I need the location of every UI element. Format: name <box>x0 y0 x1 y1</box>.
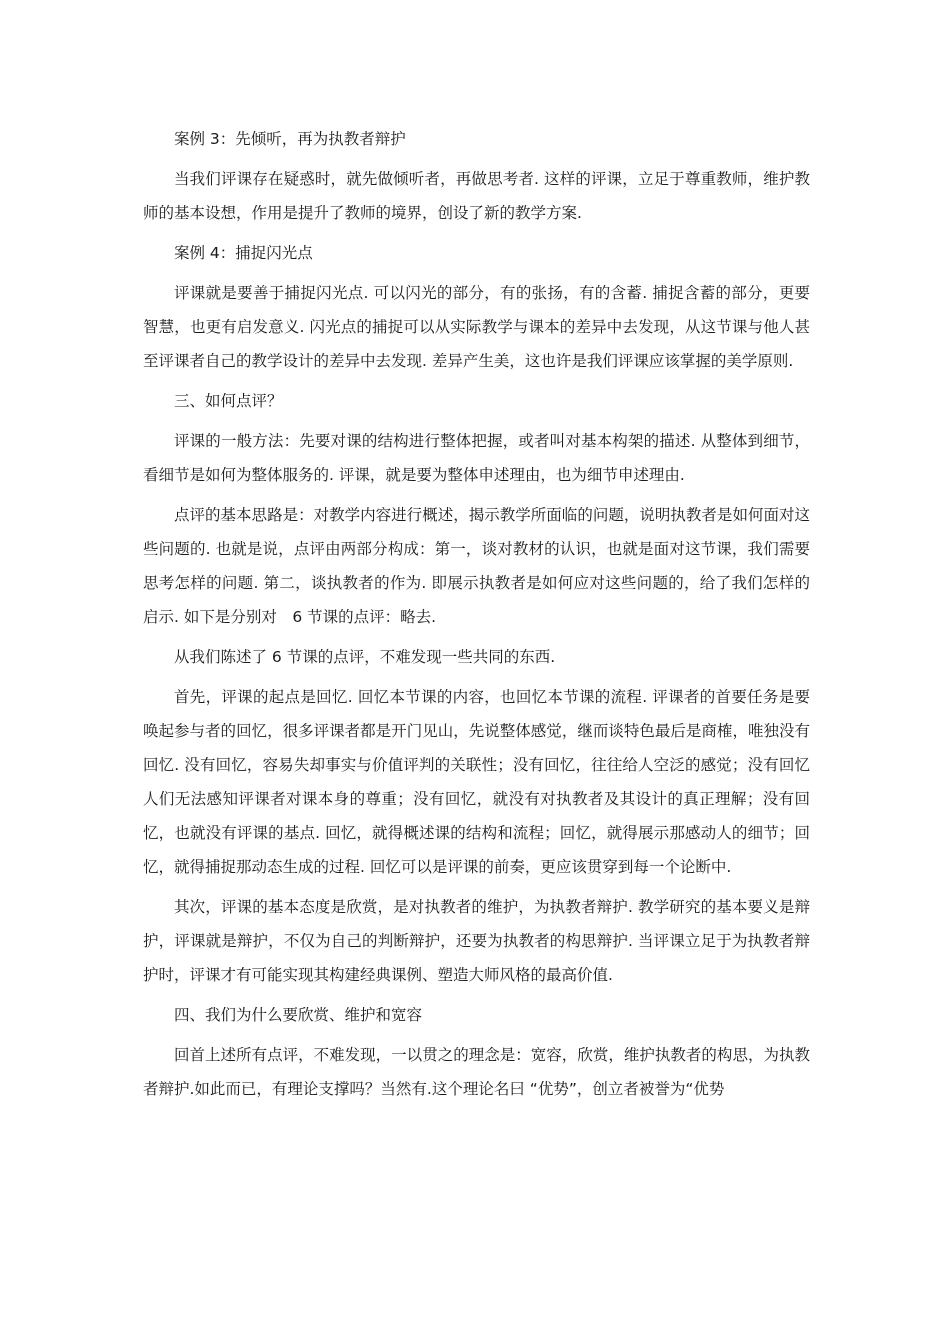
case-4-heading: 案例 4：捕捉闪光点 <box>174 244 313 262</box>
basic-approach-paragraph: 点评的基本思路是：对教学内容进行概述，揭示教学所面临的问题，说明执教者是如何面对这些问题的. 也就是说，点评由两部分构成：第一，谈对教材的认识，也就是面对这节课，我们需要思考怎样的问题. 第二，谈执教者的作为. 即展示执教者是如何应对这些问题的，给了我们怎样的启示. 如下是分别对 6 节课的点评：略去. <box>143 506 810 626</box>
review-paragraph: 回首上述所有点评，不难发现，一以贯之的理念是：宽容，欣赏，维护执教者的构思，为执教者辩护.如此而已，有理论支撑吗？当然有.这个理论名曰 “优势”，创立者被誉为“优势 <box>143 1046 810 1098</box>
document-body <box>143 122 810 1112</box>
appreciation-paragraph: 其次，评课的基本态度是欣赏，是对执教者的维护，为执教者辩护. 教学研究的基本要义是辩护，评课就是辩护，不仅为自己的判断辩护，还要为执教者的构思辩护. 当评课立足于为执教者辩护时，评课才有可能实现其构建经典课例、塑造大师风格的最高价值. <box>143 898 810 984</box>
case-4-paragraph: 评课就是要善于捕捉闪光点. 可以闪光的部分，有的张扬，有的含蓄. 捕捉含蓄的部分，更要智慧，也更有启发意义. 闪光点的捕捉可以从实际教学与课本的差异中去发现，从这节课与他人甚至评课者自己的教学设计的差异中去发现. 差异产生美，这也许是我们评课应该掌握的美学原则. <box>143 284 810 370</box>
general-method-paragraph: 评课的一般方法：先要对课的结构进行整体把握，或者叫对基本构架的描述. 从整体到细节，看细节是如何为整体服务的. 评课，就是要为整体申述理由，也为细节申述理由. <box>143 432 810 484</box>
section-4-heading: 四、我们为什么要欣赏、维护和宽容 <box>174 1006 423 1024</box>
summary-paragraph: 从我们陈述了 6 节课的点评，不难发现一些共同的东西. <box>174 648 556 666</box>
case-3-paragraph: 当我们评课存在疑惑时，就先做倾听者，再做思考者. 这样的评课，立足于尊重教师，维护教师的基本设想，作用是提升了教师的境界，创设了新的教学方案. <box>143 170 810 222</box>
case-3-heading: 案例 3：先倾听，再为执教者辩护 <box>174 130 406 148</box>
section-3-heading: 三、如何点评？ <box>174 392 283 410</box>
recall-paragraph: 首先，评课的起点是回忆. 回忆本节课的内容，也回忆本节课的流程. 评课者的首要任务是要唤起参与者的回忆，很多评课者都是开门见山，先说整体感觉，继而谈特色最后是商榷，唯独没有回忆. 没有回忆，容易失却事实与价值评判的关联性；没有回忆，往往给人空泛的感觉；没有回忆人们无法感知评课者对课本身的尊重；没有回忆，就没有对执教者及其设计的真正理解；没有回忆，也就没有评课的基点. 回忆，就得概述课的结构和流程；回忆，就得展示那感动人的细节；回忆，就得捕捉那动态生成的过程. 回忆可以是评课的前奏，更应该贯穿到每一个论断中. <box>143 688 810 876</box>
